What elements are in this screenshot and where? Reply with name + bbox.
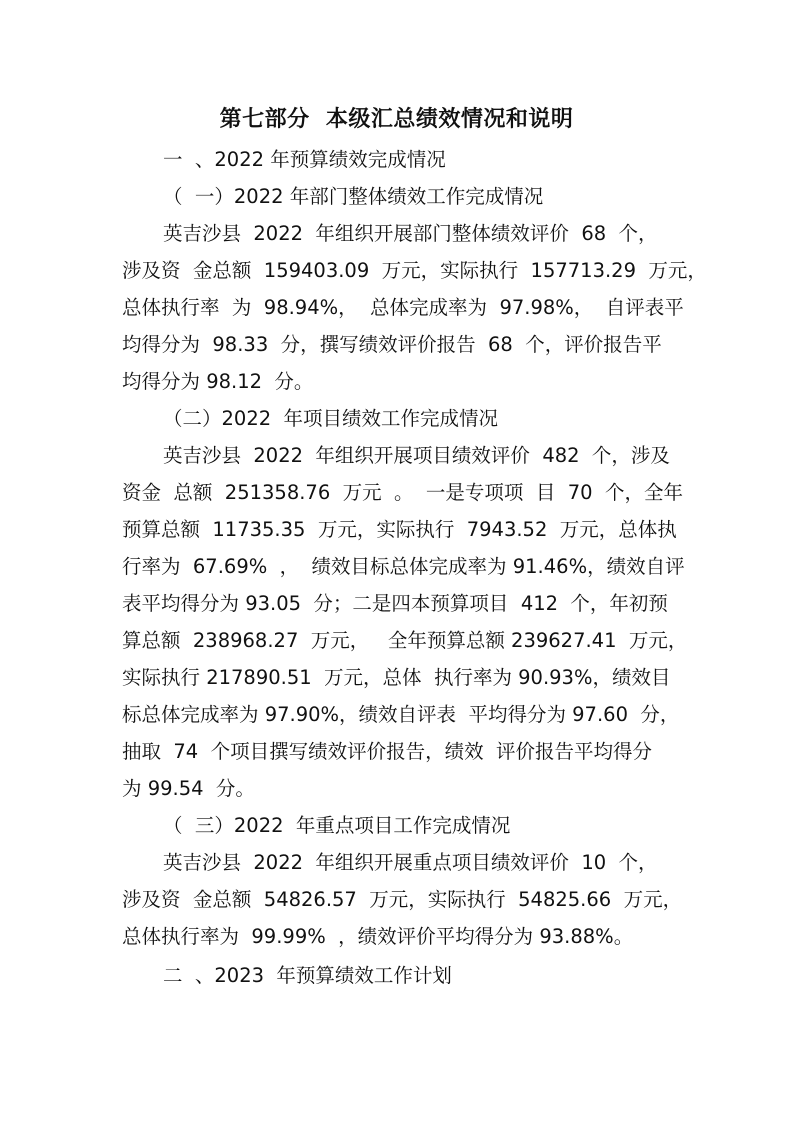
paragraph-line: 总体执行率为 99.99% ，绩效评价平均得分为 93.88%。	[122, 925, 634, 948]
paragraph-line: 算总额 238968.27 万元， 全年预算总额 239627.41 万元，	[122, 629, 688, 652]
subheading-project-performance: （二）2022 年项目绩效工作完成情况	[163, 407, 499, 430]
paragraph-line: 总体执行率 为 98.94%， 总体完成率为 97.98%， 自评表平	[122, 296, 684, 319]
paragraph-line: 涉及资 金总额 54826.57 万元，实际执行 54825.66 万元，	[122, 888, 683, 911]
subheading-key-projects: （ 三）2022 年重点项目工作完成情况	[163, 814, 511, 837]
paragraph-line: 为 99.54 分。	[122, 777, 255, 800]
paragraph-line: 抽取 74 个项目撰写绩效评价报告，绩效 评价报告平均得分	[122, 740, 653, 763]
section-title: 第七部分 本级汇总绩效情况和说明	[219, 107, 574, 132]
paragraph-line: 资金 总额 251358.76 万元 。 一是专项项 目 70 个，全年	[122, 481, 683, 504]
paragraph-line: 英吉沙县 2022 年组织开展项目绩效评价 482 个，涉及	[163, 444, 670, 467]
paragraph-line: 表平均得分为 93.05 分；二是四本预算项目 412 个，年初预	[122, 592, 668, 615]
paragraph-line: 预算总额 11735.35 万元，实际执行 7943.52 万元，总体执	[122, 518, 677, 541]
paragraph-line: 行率为 67.69% ， 绩效目标总体完成率为 91.46%，绩效自评	[122, 555, 685, 578]
paragraph-line: 均得分为 98.33 分，撰写绩效评价报告 68 个，评价报告平	[122, 333, 662, 356]
paragraph-line: 实际执行 217890.51 万元，总体 执行率为 90.93%，绩效目	[122, 666, 671, 689]
paragraph-line: 英吉沙县 2022 年组织开展重点项目绩效评价 10 个，	[163, 851, 658, 874]
heading-2023-work-plan: 二 、2023 年预算绩效工作计划	[163, 964, 452, 987]
paragraph-line: 标总体完成率为 97.90%，绩效自评表 平均得分为 97.60 分，	[122, 703, 680, 726]
paragraph-line: 涉及资 金总额 159403.09 万元，实际执行 157713.29 万元，	[122, 259, 707, 282]
paragraph-line: 均得分为 98.12 分。	[122, 370, 314, 393]
heading-2022-budget-performance: 一 、2022 年预算绩效完成情况	[163, 148, 446, 171]
paragraph-line: 英吉沙县 2022 年组织开展部门整体绩效评价 68 个，	[163, 222, 658, 245]
subheading-department-performance: （ 一）2022 年部门整体绩效工作完成情况	[163, 185, 544, 208]
